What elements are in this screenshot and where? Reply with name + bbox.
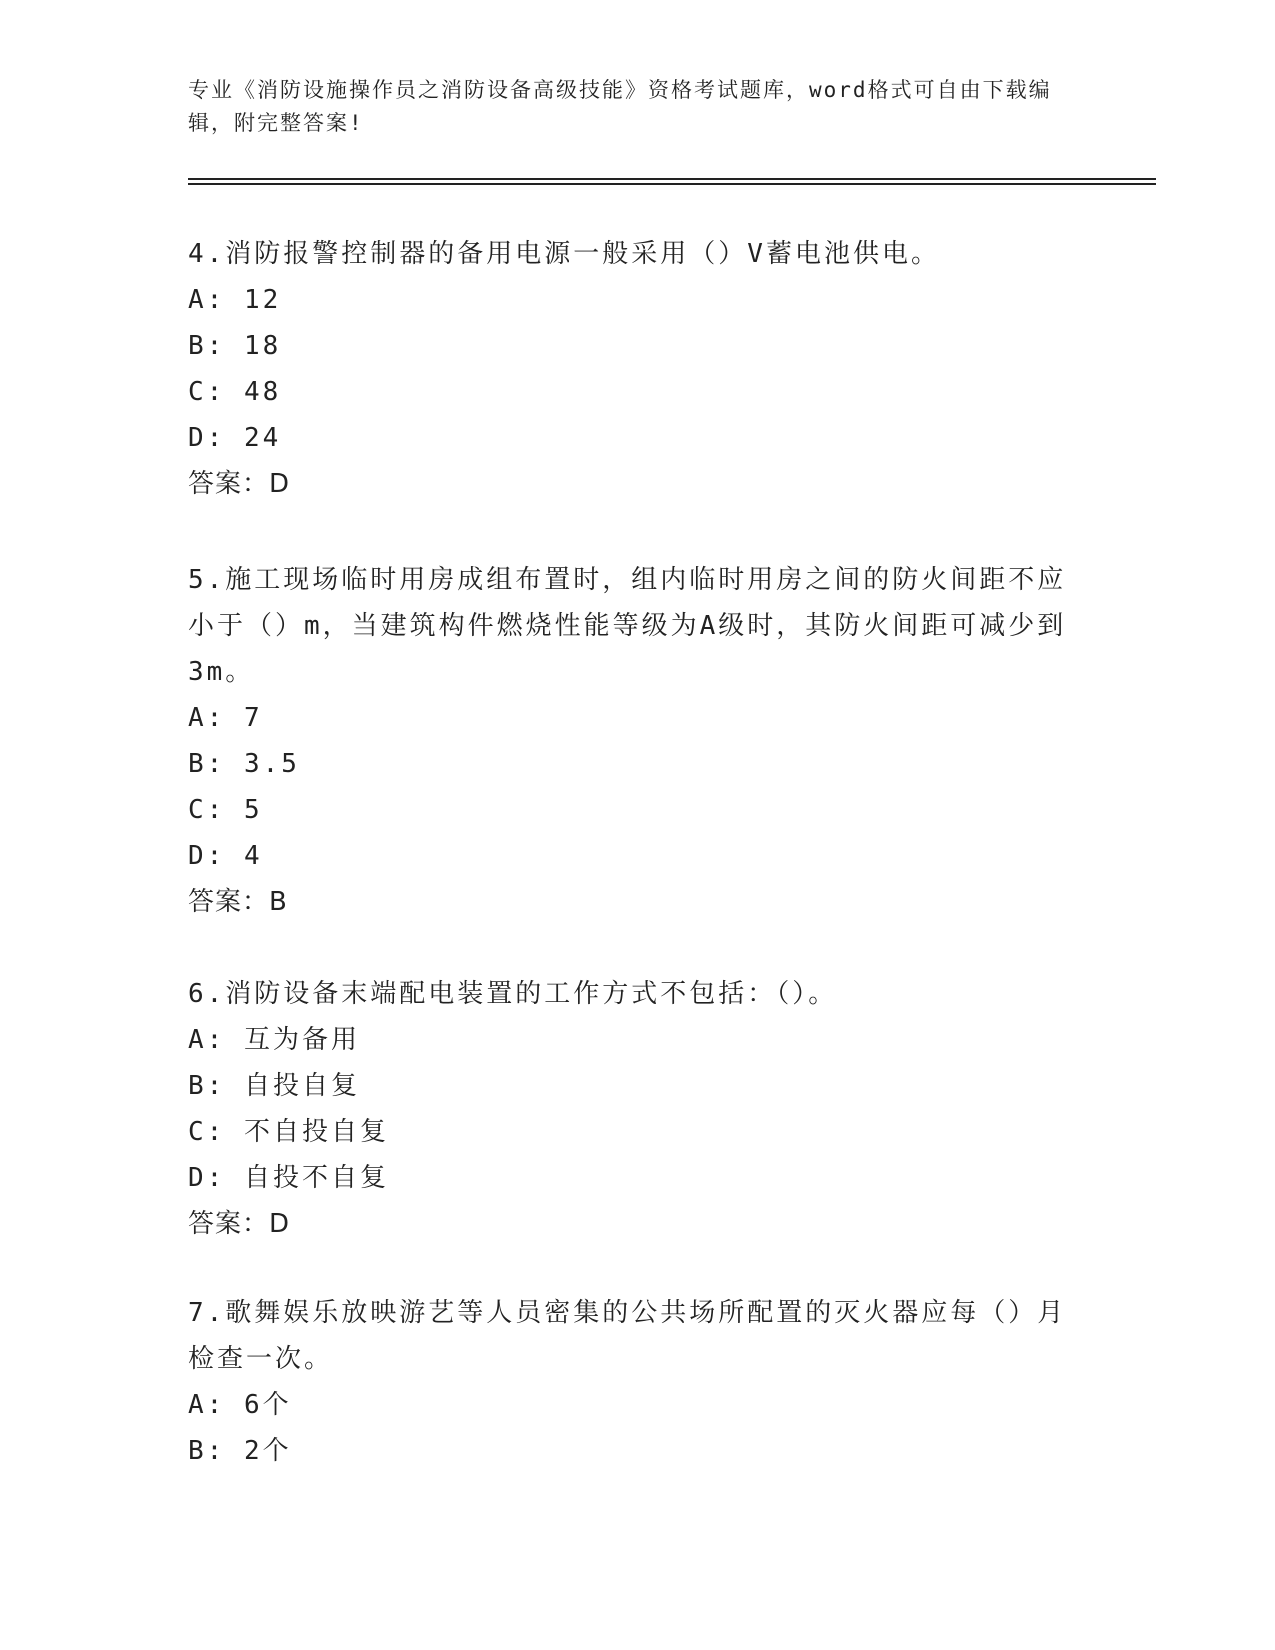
answer: 答案：B bbox=[188, 887, 288, 917]
option-a: A: 7 bbox=[188, 703, 263, 733]
option-d: D: 自投不自复 bbox=[188, 1163, 389, 1193]
option-c: C: 48 bbox=[188, 377, 282, 407]
header-divider-bottom bbox=[188, 183, 1156, 185]
option-d: D: 24 bbox=[188, 423, 282, 453]
option-a: A: 互为备用 bbox=[188, 1025, 360, 1055]
question-stem: 6.消防设备末端配电装置的工作方式不包括：（）。 bbox=[188, 979, 838, 1009]
option-b: B: 3.5 bbox=[188, 749, 300, 779]
header-divider-top bbox=[188, 178, 1156, 180]
header-text: 专业《消防设施操作员之消防设备高级技能》资格考试题库，word格式可自由下载编辑，附完整答案! bbox=[188, 78, 1052, 135]
question-7 bbox=[188, 1290, 1078, 1474]
question-4 bbox=[188, 231, 1078, 507]
option-a: A: 6个 bbox=[188, 1390, 292, 1420]
answer: 答案：D bbox=[188, 469, 291, 499]
option-d: D: 4 bbox=[188, 841, 263, 871]
option-b: B: 自投自复 bbox=[188, 1071, 360, 1101]
question-stem: 4.消防报警控制器的备用电源一般采用（）V蓄电池供电。 bbox=[188, 239, 940, 269]
answer: 答案：D bbox=[188, 1209, 291, 1239]
document-header bbox=[188, 74, 1068, 140]
question-stem: 5.施工现场临时用房成组布置时，组内临时用房之间的防火间距不应小于（）m，当建筑构件燃烧性能等级为A级时，其防火间距可减少到3m。 bbox=[188, 565, 1067, 687]
option-b: B: 2个 bbox=[188, 1436, 292, 1466]
option-b: B: 18 bbox=[188, 331, 282, 361]
option-c: C: 5 bbox=[188, 795, 263, 825]
question-stem: 7.歌舞娱乐放映游艺等人员密集的公共场所配置的灭火器应每（）月检查一次。 bbox=[188, 1298, 1067, 1374]
option-c: C: 不自投自复 bbox=[188, 1117, 389, 1147]
question-5 bbox=[188, 557, 1078, 925]
option-a: A: 12 bbox=[188, 285, 282, 315]
question-6 bbox=[188, 971, 1078, 1247]
